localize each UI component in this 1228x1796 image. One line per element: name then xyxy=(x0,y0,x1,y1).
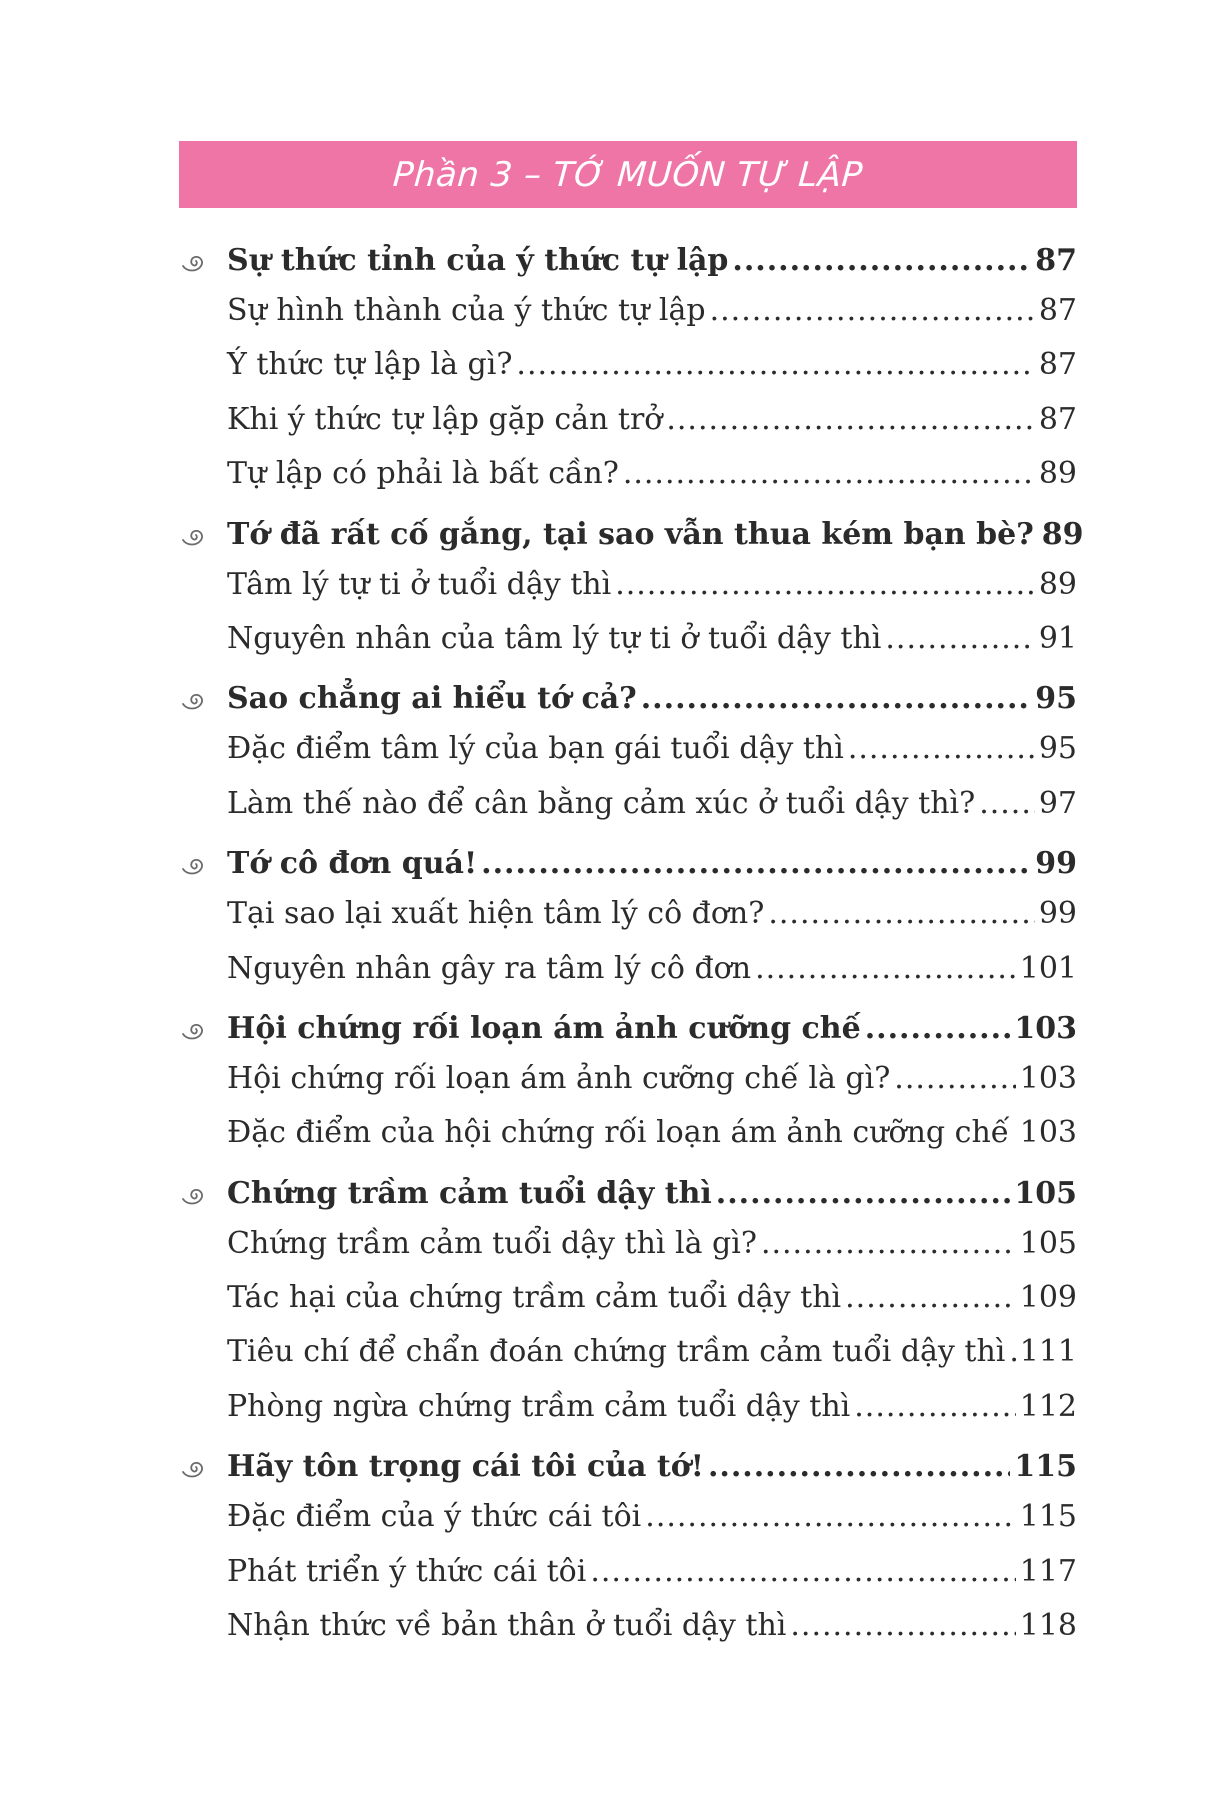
toc-entry[interactable] xyxy=(179,777,1077,831)
spiral-bullet-icon xyxy=(181,1022,207,1042)
toc-entry-page: 103 xyxy=(1019,1115,1077,1151)
toc-entry[interactable] xyxy=(179,887,1077,941)
dot-leader xyxy=(790,1599,1015,1653)
dot-leader xyxy=(894,1052,1015,1106)
dot-leader xyxy=(865,1002,1011,1056)
toc-heading-entry[interactable] xyxy=(179,666,1077,722)
section-banner xyxy=(179,141,1077,208)
toc-entry-page: 105 xyxy=(1014,1175,1077,1211)
toc-entry-title: Phòng ngừa chứng trầm cảm tuổi dậy thì xyxy=(227,1388,851,1424)
toc-entry-title: Khi ý thức tự lập gặp cản trở xyxy=(227,401,663,437)
toc-entry[interactable] xyxy=(179,1325,1077,1379)
toc-entry-page: 87 xyxy=(1038,293,1077,328)
dot-leader xyxy=(708,1440,1010,1494)
toc-heading-entry[interactable] xyxy=(179,1161,1077,1217)
toc-entry[interactable] xyxy=(179,942,1077,996)
spiral-bullet-icon xyxy=(181,857,207,877)
table-of-contents xyxy=(179,228,1084,1653)
toc-entry[interactable] xyxy=(179,1052,1077,1106)
spiral-bullet-icon xyxy=(181,692,207,712)
toc-entry-page: 89 xyxy=(1038,566,1077,602)
toc-entry[interactable] xyxy=(179,1545,1077,1599)
toc-entry[interactable] xyxy=(179,393,1077,447)
toc-entry[interactable] xyxy=(179,1599,1077,1653)
toc-entry-page: 91 xyxy=(1038,620,1077,656)
toc-entry-title: Tâm lý tự ti ở tuổi dậy thì xyxy=(227,566,612,602)
toc-entry-title: Đặc điểm tâm lý của bạn gái tuổi dậy thì xyxy=(227,731,844,767)
toc-entry-title: Nguyên nhân gây ra tâm lý cô đơn xyxy=(227,950,752,986)
toc-entry-title: Làm thế nào để cân bằng cảm xúc ở tuổi dậy thì? xyxy=(227,785,976,821)
dot-leader xyxy=(768,887,1034,941)
toc-entry-title: Sự hình thành của ý thức tự lập xyxy=(227,293,706,328)
toc-entry-page: 87 xyxy=(1038,347,1077,383)
toc-entry[interactable] xyxy=(179,1490,1077,1544)
toc-entry-page: 99 xyxy=(1035,846,1077,882)
dot-leader xyxy=(1013,1106,1016,1160)
toc-entry-page: 105 xyxy=(1019,1225,1077,1261)
toc-entry-title: Chứng trầm cảm tuổi dậy thì là gì? xyxy=(227,1225,757,1261)
toc-entry-title: Sao chẳng ai hiểu tớ cả? xyxy=(227,681,637,717)
dot-leader xyxy=(590,1545,1015,1599)
toc-entry-title: Hội chứng rối loạn ám ảnh cưỡng chế là gì? xyxy=(227,1060,891,1096)
toc-heading-entry[interactable] xyxy=(179,996,1077,1052)
dot-leader xyxy=(848,722,1035,776)
toc-entry-page: 95 xyxy=(1035,681,1077,717)
toc-entry[interactable] xyxy=(179,338,1077,392)
dot-leader xyxy=(979,777,1035,831)
toc-entry[interactable] xyxy=(179,284,1077,338)
toc-entry-page: 117 xyxy=(1019,1553,1077,1589)
toc-entry-page: 118 xyxy=(1019,1608,1077,1644)
toc-entry[interactable] xyxy=(179,1271,1077,1325)
toc-entry[interactable] xyxy=(179,722,1077,776)
dot-leader xyxy=(623,447,1035,501)
spiral-bullet-icon xyxy=(181,528,207,548)
toc-entry-page: 103 xyxy=(1014,1010,1077,1046)
toc-entry-page: 97 xyxy=(1038,785,1077,821)
dot-leader xyxy=(885,612,1034,666)
toc-entry-page: 89 xyxy=(1041,516,1084,552)
toc-entry[interactable] xyxy=(179,558,1077,612)
toc-entry[interactable] xyxy=(179,1217,1077,1271)
toc-entry-page: 87 xyxy=(1038,401,1077,437)
dot-leader xyxy=(1009,1325,1015,1379)
toc-entry-title: Hãy tôn trọng cái tôi của tớ! xyxy=(227,1449,704,1485)
toc-entry[interactable] xyxy=(179,612,1077,666)
toc-entry-page: 111 xyxy=(1019,1334,1077,1370)
toc-entry-title: Tự lập có phải là bất cần? xyxy=(227,456,619,492)
toc-entry-page: 115 xyxy=(1014,1449,1077,1485)
toc-heading-entry[interactable] xyxy=(179,228,1077,284)
toc-entry-title: Ý thức tự lập là gì? xyxy=(227,347,513,383)
toc-entry-title: Nguyên nhân của tâm lý tự ti ở tuổi dậy thì xyxy=(227,620,882,656)
toc-heading-entry[interactable] xyxy=(179,502,1084,558)
dot-leader xyxy=(755,942,1016,996)
dot-leader xyxy=(854,1380,1015,1434)
toc-entry[interactable] xyxy=(179,447,1077,501)
dot-leader xyxy=(761,1217,1016,1271)
dot-leader xyxy=(481,837,1031,891)
toc-entry-title: Phát triển ý thức cái tôi xyxy=(227,1553,587,1589)
toc-entry-title: Tác hại của chứng trầm cảm tuổi dậy thì xyxy=(227,1280,842,1316)
toc-entry-title: Đặc điểm của ý thức cái tôi xyxy=(227,1499,642,1535)
toc-entry-page: 89 xyxy=(1038,456,1077,492)
toc-entry-title: Tại sao lại xuất hiện tâm lý cô đơn? xyxy=(227,896,765,932)
toc-entry-page: 103 xyxy=(1019,1060,1077,1096)
toc-entry[interactable] xyxy=(179,1380,1077,1434)
toc-entry-title: Nhận thức về bản thân ở tuổi dậy thì xyxy=(227,1608,787,1644)
dot-leader xyxy=(641,672,1032,726)
toc-entry-title: Tớ cô đơn quá! xyxy=(227,846,478,882)
toc-entry-page: 99 xyxy=(1038,896,1077,932)
toc-entry[interactable] xyxy=(179,1106,1077,1160)
toc-entry-title: Tớ đã rất cố gắng, tại sao vẫn thua kém bạn bè? xyxy=(227,516,1034,552)
toc-heading-entry[interactable] xyxy=(179,831,1077,887)
spiral-bullet-icon xyxy=(181,1460,207,1480)
toc-heading-entry[interactable] xyxy=(179,1434,1077,1490)
toc-entry-page: 115 xyxy=(1019,1499,1077,1535)
toc-entry-page: 112 xyxy=(1019,1388,1077,1424)
toc-entry-page: 109 xyxy=(1019,1280,1077,1316)
dot-leader xyxy=(666,393,1034,447)
toc-entry-title: Đặc điểm của hội chứng rối loạn ám ảnh cưỡng chế xyxy=(227,1115,1010,1151)
toc-entry-page: 95 xyxy=(1038,731,1077,767)
dot-leader xyxy=(516,338,1034,392)
toc-entry-title: Tiêu chí để chẩn đoán chứng trầm cảm tuổi dậy thì xyxy=(227,1334,1006,1370)
dot-leader xyxy=(732,234,1031,288)
dot-leader xyxy=(710,284,1035,338)
dot-leader xyxy=(615,558,1035,612)
section-title: Phần 3 – TỚ MUỐN TỰ LẬP xyxy=(391,154,865,195)
toc-entry-page: 87 xyxy=(1035,243,1077,278)
dot-leader xyxy=(716,1167,1011,1221)
dot-leader xyxy=(845,1271,1016,1325)
dot-leader xyxy=(645,1490,1015,1544)
spiral-bullet-icon xyxy=(181,254,207,274)
toc-entry-title: Chứng trầm cảm tuổi dậy thì xyxy=(227,1175,712,1211)
toc-entry-title: Sự thức tỉnh của ý thức tự lập xyxy=(227,243,729,278)
spiral-bullet-icon xyxy=(181,1187,207,1207)
toc-entry-page: 101 xyxy=(1019,950,1077,986)
toc-entry-title: Hội chứng rối loạn ám ảnh cưỡng chế xyxy=(227,1010,861,1046)
